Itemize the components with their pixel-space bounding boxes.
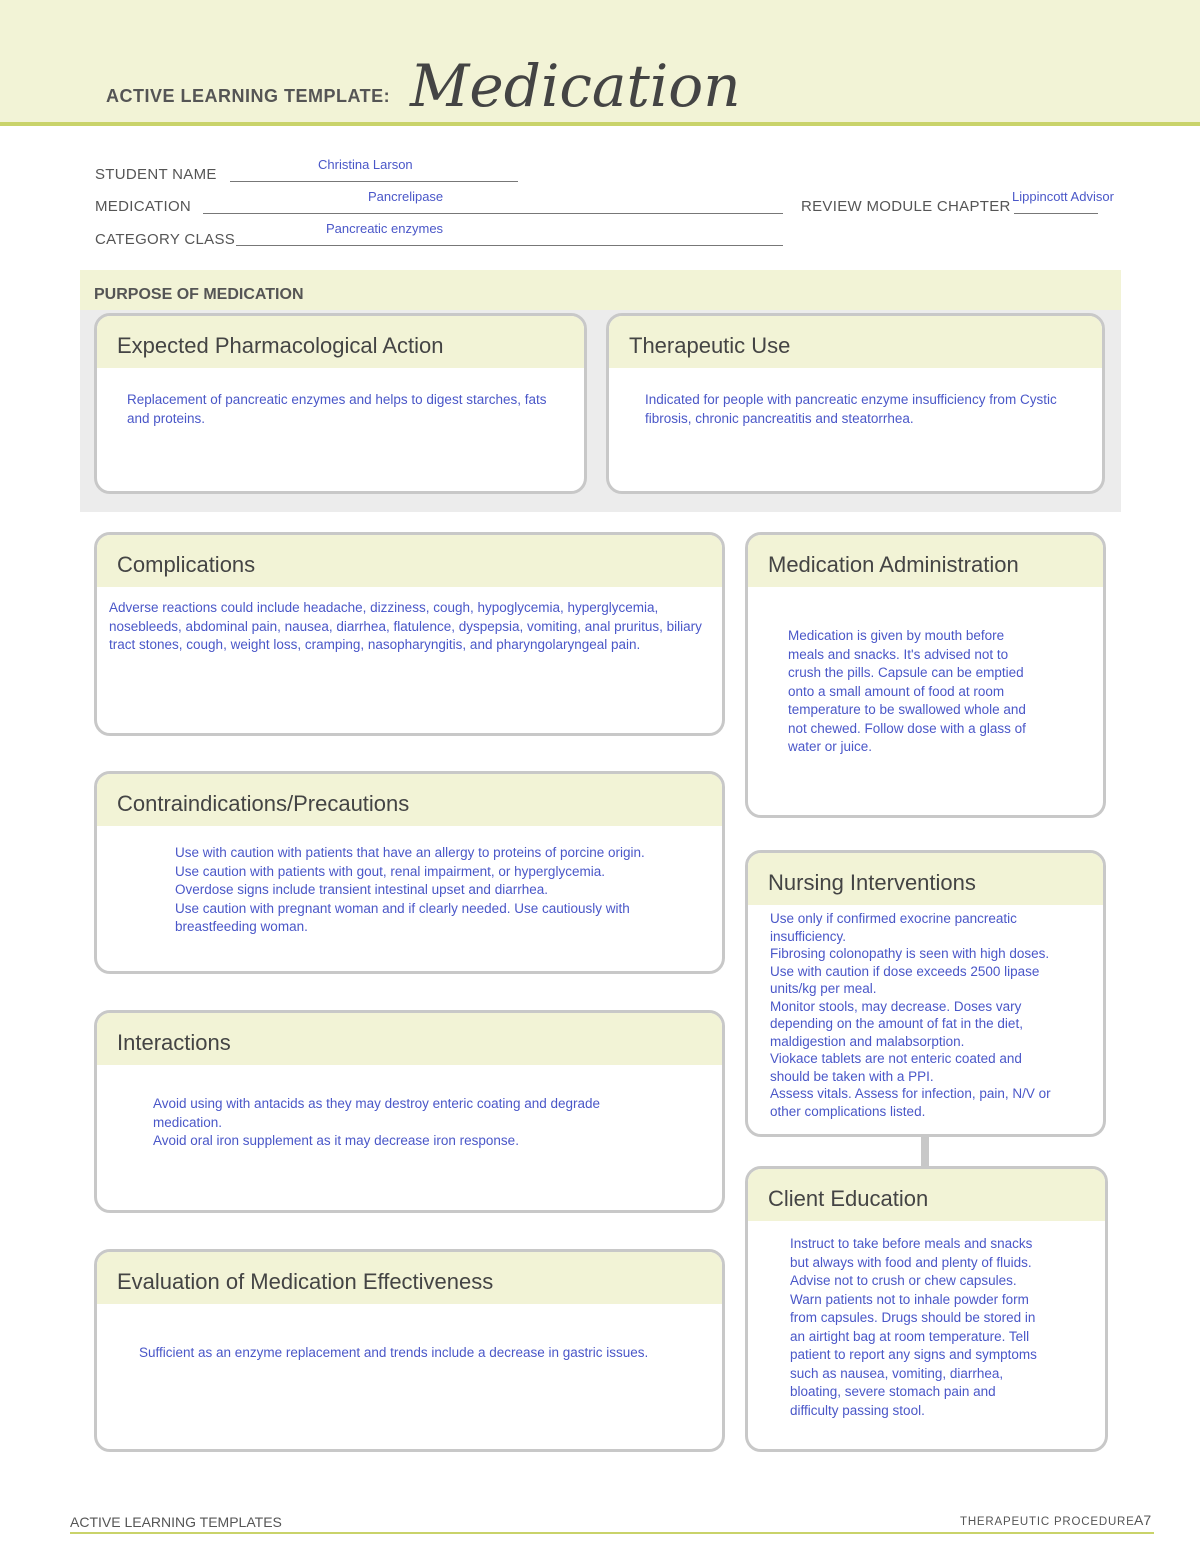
nursing-interventions-card <box>745 850 1106 1137</box>
review-module-label: REVIEW MODULE CHAPTER <box>801 198 1011 215</box>
nursing-interventions-line[interactable]: Use only if confirmed exocrine pancreatic insufficiency. <box>770 911 1017 944</box>
medication-administration-text[interactable]: Medication is given by mouth before meals and snacks. It's advised not to crush the pills. Capsule can be emptied onto a small amount of food at room temperature to be swallowed whole and not chewed. Follow dose with a glass of water or juice. <box>788 628 1026 754</box>
footer-right-label: THERAPEUTIC PROCEDURE <box>960 1516 1135 1528</box>
evaluation-title: Evaluation of Medication Effectiveness <box>97 1252 722 1304</box>
complications-text[interactable]: Adverse reactions could include headache, dizziness, cough, hypoglycemia, hyperglycemia, nosebleeds, abdominal pain, nausea, diarrhea, flatulence, dyspepsia, vomiting, anal pruritus, biliary tract stones, cough, weight loss, cramping, nasopharyngitis, and pharyngolaryngeal pain. <box>109 600 702 652</box>
template-title: Medication <box>410 52 741 120</box>
therapeutic-use-card <box>606 313 1105 494</box>
category-class-label: CATEGORY CLASS <box>95 231 236 248</box>
complications-card <box>94 532 725 736</box>
contraindications-line[interactable]: Use with caution with patients that have an allergy to proteins of porcine origin. Use caution with patients with gout, renal impairment, or hyperglycemia. <box>175 845 645 879</box>
purpose-label: PURPOSE OF MEDICATION <box>94 286 304 303</box>
therapeutic-use-title: Therapeutic Use <box>609 316 1102 368</box>
footer-left-label: ACTIVE LEARNING TEMPLATES <box>70 1514 282 1530</box>
interactions-line[interactable]: Avoid using with antacids as they may destroy enteric coating and degrade medication. <box>153 1096 601 1130</box>
client-education-card <box>745 1166 1108 1452</box>
medication-value[interactable]: Pancrelipase <box>368 189 444 204</box>
contraindications-line[interactable]: Overdose signs include transient intestinal upset and diarrhea. <box>175 882 548 897</box>
category-class-line <box>236 245 783 246</box>
nursing-interventions-line[interactable]: Fibrosing colonopathy is seen with high doses. Use with caution if dose exceeds 2500 lipase units/kg per meal. <box>770 946 1050 996</box>
interactions-body <box>97 1065 722 1151</box>
footer-page-number: A7 <box>1134 1512 1152 1528</box>
nursing-interventions-line[interactable]: Assess vitals. Assess for infection, pain, N/V or other complications listed. <box>770 1086 1051 1119</box>
review-module-line <box>1014 213 1098 214</box>
medication-administration-card <box>745 532 1106 818</box>
therapeutic-use-text[interactable]: Indicated for people with pancreatic enzyme insufficiency from Cystic fibrosis, chronic pancreatitis and steatorrhea. <box>645 392 1057 426</box>
nursing-interventions-line[interactable]: Monitor stools, may decrease. Doses vary depending on the amount of fat in the diet, maldigestion and malabsorption. <box>770 998 1023 1049</box>
template-label: ACTIVE LEARNING TEMPLATE: <box>106 86 391 106</box>
evaluation-card <box>94 1249 725 1452</box>
contraindications-title: Contraindications/Precautions <box>97 774 722 826</box>
interactions-title: Interactions <box>97 1013 722 1065</box>
medication-administration-title: Medication Administration <box>748 535 1103 587</box>
interactions-card <box>94 1010 725 1213</box>
client-education-text[interactable]: Instruct to take before meals and snacks but always with food and plenty of fluids. Advise not to crush or chew capsules. Warn patients not to inhale powder form from capsules. Drugs should be stored in an airtight bag at room temperature. Tell patient to report any signs and symptoms such as nausea, vomiting, diarrhea, bloating, severe stomach pain and difficulty passing stool. <box>790 1236 1037 1418</box>
contraindications-card <box>94 771 725 974</box>
contraindications-line[interactable]: Use caution with pregnant woman and if clearly needed. Use cautiously with breastfeeding woman. <box>175 900 630 934</box>
category-class-value[interactable]: Pancreatic enzymes <box>326 221 444 236</box>
client-education-title: Client Education <box>748 1169 1105 1221</box>
nursing-interventions-body <box>748 905 1103 1120</box>
medication-line <box>203 213 783 214</box>
student-name-line <box>230 181 518 182</box>
interactions-line[interactable]: Avoid oral iron supplement as it may decrease iron response. <box>153 1133 519 1148</box>
expected-action-title: Expected Pharmacological Action <box>97 316 584 368</box>
header-rule <box>0 122 1200 126</box>
review-module-value[interactable]: Lippincott Advisor <box>1012 189 1114 204</box>
nursing-interventions-title: Nursing Interventions <box>748 853 1103 905</box>
footer-rule <box>70 1532 1154 1534</box>
student-name-label: STUDENT NAME <box>95 166 217 183</box>
expected-action-card <box>94 313 587 494</box>
complications-title: Complications <box>97 535 722 587</box>
nursing-interventions-line[interactable]: Viokace tablets are not enteric coated and should be taken with a PPI. <box>770 1051 1022 1084</box>
expected-action-text[interactable]: Replacement of pancreatic enzymes and helps to digest starches, fats and proteins. <box>127 392 547 426</box>
card-connector <box>921 1134 929 1168</box>
contraindications-body <box>97 826 722 937</box>
evaluation-text[interactable]: Sufficient as an enzyme replacement and trends include a decrease in gastric issues. <box>139 1345 649 1360</box>
medication-label: MEDICATION <box>95 198 192 215</box>
student-name-value[interactable]: Christina Larson <box>318 157 413 172</box>
